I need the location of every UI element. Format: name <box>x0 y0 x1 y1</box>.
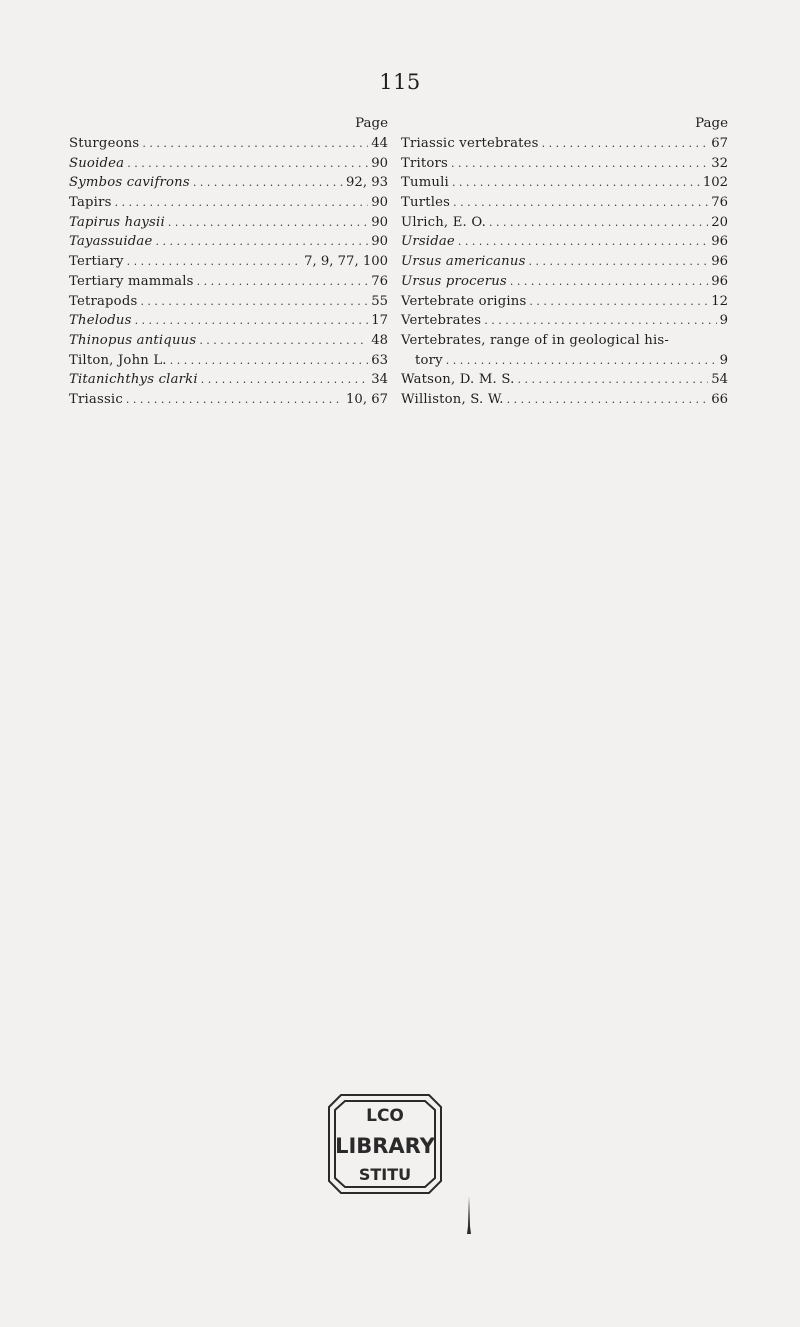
entry-term: Triassic <box>69 391 123 407</box>
dot-leader <box>127 154 368 174</box>
entry-page: 76 <box>711 195 728 211</box>
dot-leader <box>517 370 708 390</box>
entry-page: 90 <box>371 195 388 211</box>
entry-term: Vertebrates <box>401 313 482 329</box>
index-entry <box>401 213 728 233</box>
entry-page: 63 <box>371 352 388 368</box>
dot-leader <box>199 331 368 351</box>
index-entry <box>401 292 728 312</box>
entry-term: Thinopus antiquus <box>69 332 197 348</box>
index-entry <box>401 370 728 390</box>
entry-page: 96 <box>711 234 728 250</box>
entry-term: Ursus americanus <box>401 254 526 270</box>
dot-leader <box>452 173 700 193</box>
entry-page: 90 <box>371 155 388 171</box>
dot-leader <box>170 351 369 371</box>
entry-page: 32 <box>711 155 728 171</box>
dot-leader <box>507 390 709 410</box>
entry-term: Turtles <box>401 195 451 211</box>
dot-leader <box>156 232 369 252</box>
entry-term: Suoidea <box>69 155 125 171</box>
index-entry <box>401 390 728 410</box>
entry-page: 67 <box>711 136 728 151</box>
dot-leader <box>168 213 368 233</box>
index-entry <box>401 272 728 292</box>
entry-page: 90 <box>371 234 388 250</box>
dot-leader <box>484 311 716 331</box>
dot-leader <box>201 370 368 390</box>
index-entry <box>69 213 388 233</box>
index-entries-left <box>69 134 388 410</box>
index-entry <box>69 370 388 390</box>
dot-leader <box>529 292 708 312</box>
column-header-page: Page <box>695 116 728 131</box>
index-entry <box>69 134 388 154</box>
index-column-left <box>69 114 388 410</box>
index-entry <box>401 154 728 174</box>
entry-term: Ursus procerus <box>401 273 507 289</box>
index-entry <box>401 193 728 213</box>
dot-leader <box>510 272 708 292</box>
entry-page: 17 <box>371 313 388 329</box>
entry-term: Williston, S. W. <box>401 391 504 407</box>
entry-page: 76 <box>371 273 388 289</box>
dot-leader <box>453 193 708 213</box>
index-entry <box>69 252 388 272</box>
entry-term: Tertiary <box>69 254 124 270</box>
entry-term: Tertiary mammals <box>69 273 194 289</box>
ink-mark-icon <box>466 1196 472 1234</box>
library-stamp <box>307 1085 463 1201</box>
dot-leader <box>529 252 709 272</box>
entry-term: Ulrich, E. O. <box>401 214 486 230</box>
entry-term: Tilton, John L. <box>69 352 167 368</box>
index-column-right <box>401 114 728 410</box>
stamp-top-text: LCO <box>366 1106 404 1126</box>
stamp-bottom-text: STITU <box>358 1165 412 1184</box>
entry-page: 90 <box>371 214 388 230</box>
index-entries-right <box>401 134 728 410</box>
index-entry <box>69 390 388 410</box>
index-entry <box>69 292 388 312</box>
entry-page: 96 <box>711 273 728 289</box>
entry-term: Tapirs <box>69 195 112 211</box>
dot-leader <box>193 173 343 193</box>
entry-term: Tayassuidae <box>69 234 153 250</box>
index-entry <box>69 331 388 351</box>
index-entry <box>69 232 388 252</box>
entry-term: Tetrapods <box>69 293 138 309</box>
entry-page: 48 <box>371 332 388 348</box>
entry-page: 34 <box>371 372 388 388</box>
entry-page: 7, 9, 77, 100 <box>304 254 388 270</box>
entry-page: 54 <box>711 372 728 388</box>
entry-term-continuation: tory <box>415 352 443 368</box>
entry-page: 92, 93 <box>346 175 388 191</box>
index-entry-continuation <box>401 351 728 371</box>
index-entry <box>401 173 728 193</box>
index-entry <box>69 154 388 174</box>
index-entry <box>69 272 388 292</box>
dot-leader <box>542 134 709 154</box>
entry-term: Titanichthys clarki <box>69 372 198 388</box>
entry-term: Ursidae <box>401 234 455 250</box>
entry-term: Vertebrates, range of in geological his- <box>401 332 669 348</box>
entry-page: 20 <box>711 214 728 230</box>
column-header-page: Page <box>355 116 388 131</box>
page-number: 115 <box>379 70 421 94</box>
entry-term: Sturgeons <box>69 136 140 151</box>
dot-leader <box>126 390 343 410</box>
index-entry <box>69 311 388 331</box>
index-entry <box>69 173 388 193</box>
index-entry <box>401 252 728 272</box>
index-entry <box>401 331 728 351</box>
entry-term: Triassic vertebrates <box>401 136 539 151</box>
entry-page: 9 <box>719 313 728 329</box>
stamp-middle-text: LIBRARY <box>335 1134 435 1158</box>
entry-page: 44 <box>371 136 388 151</box>
dot-leader <box>140 292 368 312</box>
index-entry <box>69 193 388 213</box>
index-entry <box>401 311 728 331</box>
entry-term: Vertebrate origins <box>401 293 527 309</box>
entry-page: 102 <box>702 175 728 191</box>
entry-page: 9 <box>719 352 728 368</box>
entry-term: Symbos cavifrons <box>69 175 190 191</box>
index-entry <box>401 134 728 154</box>
entry-term: Tritors <box>401 155 449 171</box>
entry-page: 10, 67 <box>346 391 388 407</box>
dot-leader <box>458 232 708 252</box>
entry-page: 66 <box>711 391 728 407</box>
entry-term: Tapirus haysii <box>69 214 165 230</box>
dot-leader <box>197 272 369 292</box>
dot-leader <box>446 351 717 371</box>
entry-term: Watson, D. M. S. <box>401 372 515 388</box>
entry-page: 12 <box>711 293 728 309</box>
dot-leader <box>135 311 369 331</box>
dot-leader <box>115 193 369 213</box>
entry-term: Tumuli <box>401 175 449 191</box>
dot-leader <box>451 154 708 174</box>
index-entry <box>401 232 728 252</box>
entry-page: 96 <box>711 254 728 270</box>
dot-leader <box>127 252 301 272</box>
entry-term: Thelodus <box>69 313 132 329</box>
dot-leader <box>142 134 368 154</box>
entry-page: 55 <box>371 293 388 309</box>
dot-leader <box>489 213 708 233</box>
index-entry <box>69 351 388 371</box>
